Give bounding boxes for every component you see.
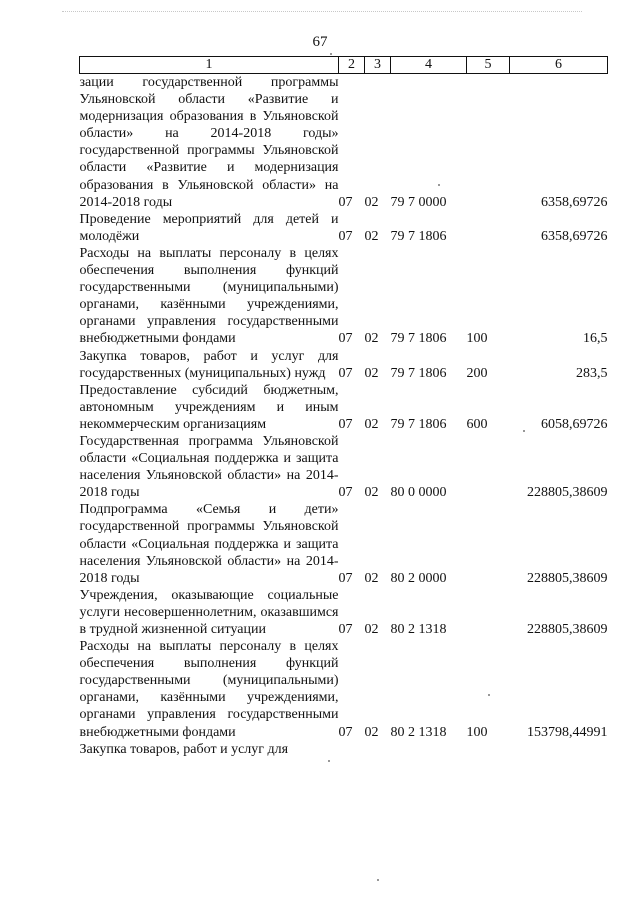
row-description: Государственная программа Ульяновской области «Социальная поддержка и защита населения Ульяновской области» на 2014-2018 годы <box>79 433 339 501</box>
section-code: 07 <box>338 485 353 501</box>
subsection-code: 02 <box>364 724 379 740</box>
section-code: 07 <box>338 331 353 347</box>
page-number: 67 <box>312 34 328 50</box>
subsection-code: 02 <box>364 331 379 347</box>
section-code: 07 <box>338 416 353 432</box>
scan-top-edge <box>62 11 582 12</box>
subsection-code <box>365 741 391 758</box>
scan-speck <box>377 879 379 881</box>
table-row <box>80 211 608 245</box>
expense-type-code: 200 <box>466 365 488 381</box>
row-description: Предоставление субсидий бюджетным, автономным учреждениям и иным некоммерческим организациям <box>79 382 339 432</box>
row-description: Расходы на выплаты персоналу в целях обеспечения выполнения функций государственными (муниципальными) органами, казёнными учреждениями, органами управления государственными внебюджетными фондами <box>79 639 339 740</box>
scan-speck <box>488 694 490 696</box>
amount-value: 6358,69726 <box>541 194 608 210</box>
row-description: Закупка товаров, работ и услуг для государственных (муниципальных) нужд <box>79 348 339 381</box>
row-description: Закупка товаров, работ и услуг для <box>79 741 289 757</box>
amount-value: 283,5 <box>576 365 608 381</box>
expense-type-code <box>467 211 510 245</box>
target-article-code: 79 7 1806 <box>390 416 447 432</box>
column-number-row <box>80 57 608 74</box>
expense-type-code <box>467 587 510 638</box>
scan-speck <box>330 53 332 55</box>
scan-speck <box>523 430 525 432</box>
expense-type-code: 100 <box>466 724 488 740</box>
amount-value: 6058,69726 <box>541 416 608 432</box>
expense-type-code <box>467 74 510 211</box>
target-article-code: 80 2 1318 <box>390 724 447 740</box>
column-header: 2 <box>339 57 365 74</box>
table-row <box>80 348 608 382</box>
amount-value: 228805,38609 <box>527 622 608 637</box>
column-header: 4 <box>391 57 467 74</box>
table-row <box>80 245 608 348</box>
row-description: Расходы на выплаты персоналу в целях обеспечения выполнения функций государственными (муниципальными) органами, казёнными учреждениями, органами управления государственными внебюджетными фондами <box>79 245 339 347</box>
subsection-code: 02 <box>364 194 379 210</box>
target-article-code: 80 0 0000 <box>390 485 447 501</box>
target-article-code: 80 2 0000 <box>390 570 447 586</box>
expense-type-code: 100 <box>466 331 488 347</box>
scan-speck <box>438 184 440 186</box>
target-article-code: 79 7 1806 <box>390 331 447 347</box>
section-code: 07 <box>338 365 353 381</box>
table-row <box>80 433 608 501</box>
column-header: 6 <box>510 57 608 74</box>
section-code: 07 <box>338 228 353 244</box>
expense-type-code: 600 <box>466 416 488 432</box>
amount-value: 153798,44991 <box>527 724 608 740</box>
expense-type-code <box>467 741 510 758</box>
expense-type-code <box>467 433 510 501</box>
budget-table <box>79 56 608 758</box>
table-row <box>80 638 608 741</box>
section-code: 07 <box>338 194 353 210</box>
amount-value: 6358,69726 <box>541 228 608 244</box>
target-article-code: 79 7 1806 <box>390 228 447 244</box>
section-code: 07 <box>338 570 353 586</box>
section-code: 07 <box>338 724 353 740</box>
scan-speck <box>328 760 330 762</box>
row-description: Учреждения, оказывающие социальные услуги несовершеннолетним, оказавшимся в трудной жизненной ситуации <box>79 587 339 637</box>
subsection-code: 02 <box>364 570 379 586</box>
table-row <box>80 74 608 211</box>
table-row <box>80 587 608 638</box>
amount-value <box>510 741 608 758</box>
subsection-code: 02 <box>364 228 379 244</box>
row-description: Подпрограмма «Семья и дети» государственной программы Ульяновской области «Социальная поддержка и защита населения Ульяновской области» на 2014-2018 годы <box>79 502 339 586</box>
target-article-code: 80 2 1318 <box>390 622 447 637</box>
section-code <box>339 741 365 758</box>
row-description: Проведение мероприятий для детей и молодёжи <box>79 211 339 244</box>
amount-value: 16,5 <box>583 331 608 347</box>
column-header: 3 <box>365 57 391 74</box>
amount-value: 228805,38609 <box>527 485 608 501</box>
table-row <box>80 382 608 433</box>
subsection-code: 02 <box>364 416 379 432</box>
target-article-code <box>391 741 467 758</box>
table-row <box>80 501 608 586</box>
section-code: 07 <box>338 622 353 637</box>
column-header: 1 <box>80 57 339 74</box>
table-row <box>80 741 608 758</box>
subsection-code: 02 <box>364 485 379 501</box>
target-article-code: 79 7 1806 <box>390 365 447 381</box>
amount-value: 228805,38609 <box>527 570 608 586</box>
row-description: зации государственной программы Ульяновской области «Развитие и модернизация образования в Ульяновской области» на 2014-2018 годы» государственной программы Ульяновской области «Развитие и модернизация образования в Ульяновской области» на 2014-2018 годы <box>79 75 339 210</box>
subsection-code: 02 <box>364 622 379 637</box>
target-article-code: 79 7 0000 <box>390 194 447 210</box>
subsection-code: 02 <box>364 365 379 381</box>
column-header: 5 <box>467 57 510 74</box>
expense-type-code <box>467 501 510 586</box>
